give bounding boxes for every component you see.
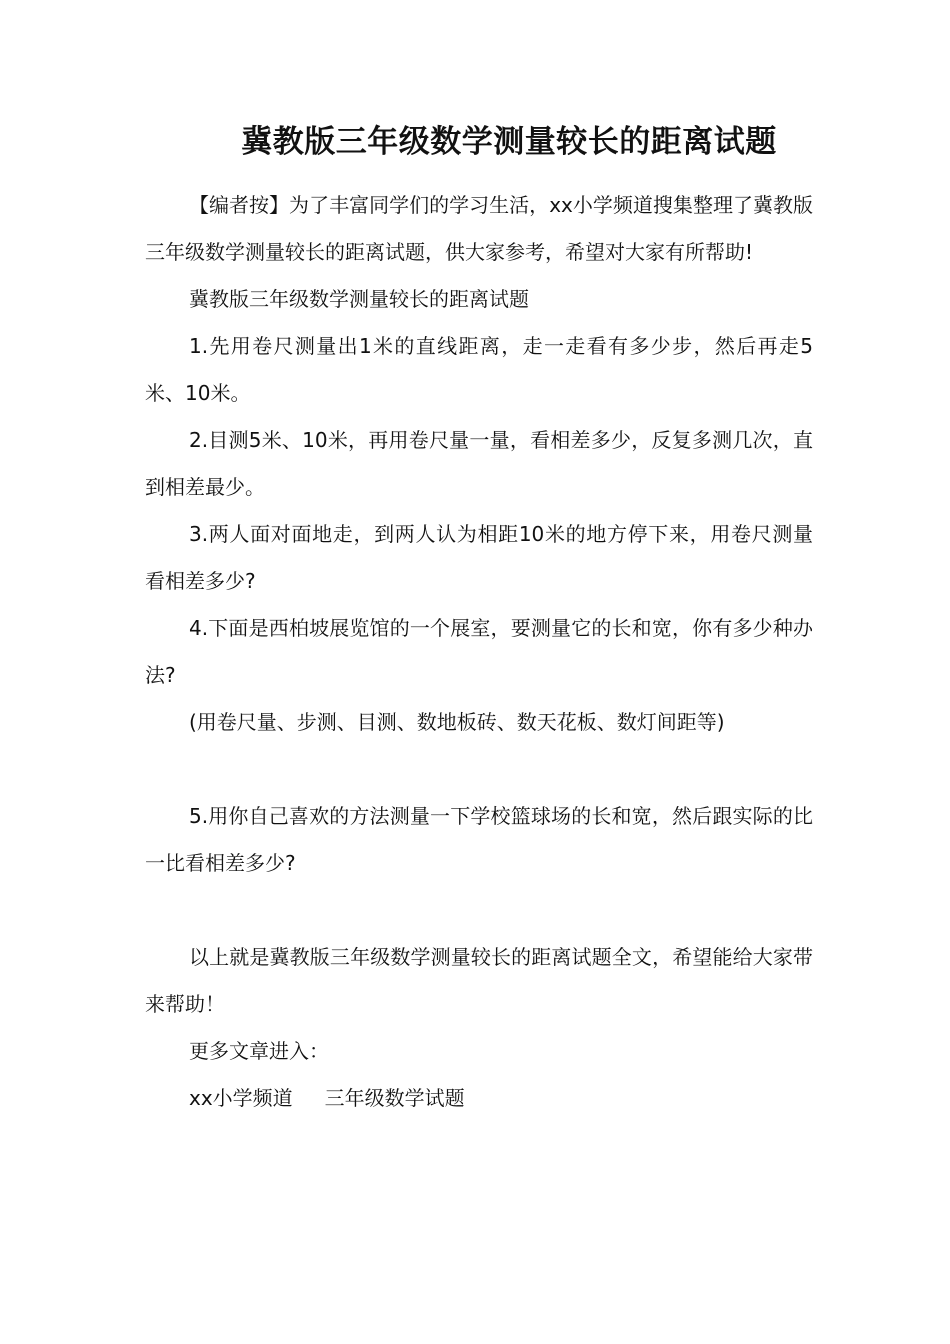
link-primary-channel[interactable]: xx小学频道 <box>189 1086 293 1110</box>
blank-line <box>145 746 813 793</box>
intro-paragraph: 【编者按】为了丰富同学们的学习生活，xx小学频道搜集整理了冀教版三年级数学测量较长的距离试题，供大家参考，希望对大家有所帮助! <box>145 193 813 264</box>
question-4-hint: (用卷尺量、步测、目测、数地板砖、数天花板、数灯间距等) <box>189 710 725 734</box>
question-5: 5.用你自己喜欢的方法测量一下学校篮球场的长和宽，然后跟实际的比一比看相差多少? <box>145 804 813 875</box>
question-3: 3.两人面对面地走，到两人认为相距10米的地方停下来，用卷尺测量看相差多少? <box>145 522 813 593</box>
related-links <box>145 1075 813 1122</box>
blank-line <box>145 887 813 934</box>
subtitle-paragraph: 冀教版三年级数学测量较长的距离试题 <box>189 287 529 311</box>
closing-paragraph: 以上就是冀教版三年级数学测量较长的距离试题全文，希望能给大家带来帮助！ <box>145 945 813 1016</box>
document-body <box>145 182 813 1122</box>
more-articles-label: 更多文章进入： <box>189 1039 329 1063</box>
question-2: 2.目测5米、10米，再用卷尺量一量，看相差多少，反复多测几次，直到相差最少。 <box>145 428 813 499</box>
link-grade3-math-tests[interactable]: 三年级数学试题 <box>324 1086 465 1110</box>
question-4: 4.下面是西柏坡展览馆的一个展室，要测量它的长和宽，你有多少种办法? <box>145 616 813 687</box>
question-1: 1.先用卷尺测量出1米的直线距离，走一走看有多少步，然后再走5米、10米。 <box>145 334 813 405</box>
document-title: 冀教版三年级数学测量较长的距离试题 <box>241 124 777 160</box>
